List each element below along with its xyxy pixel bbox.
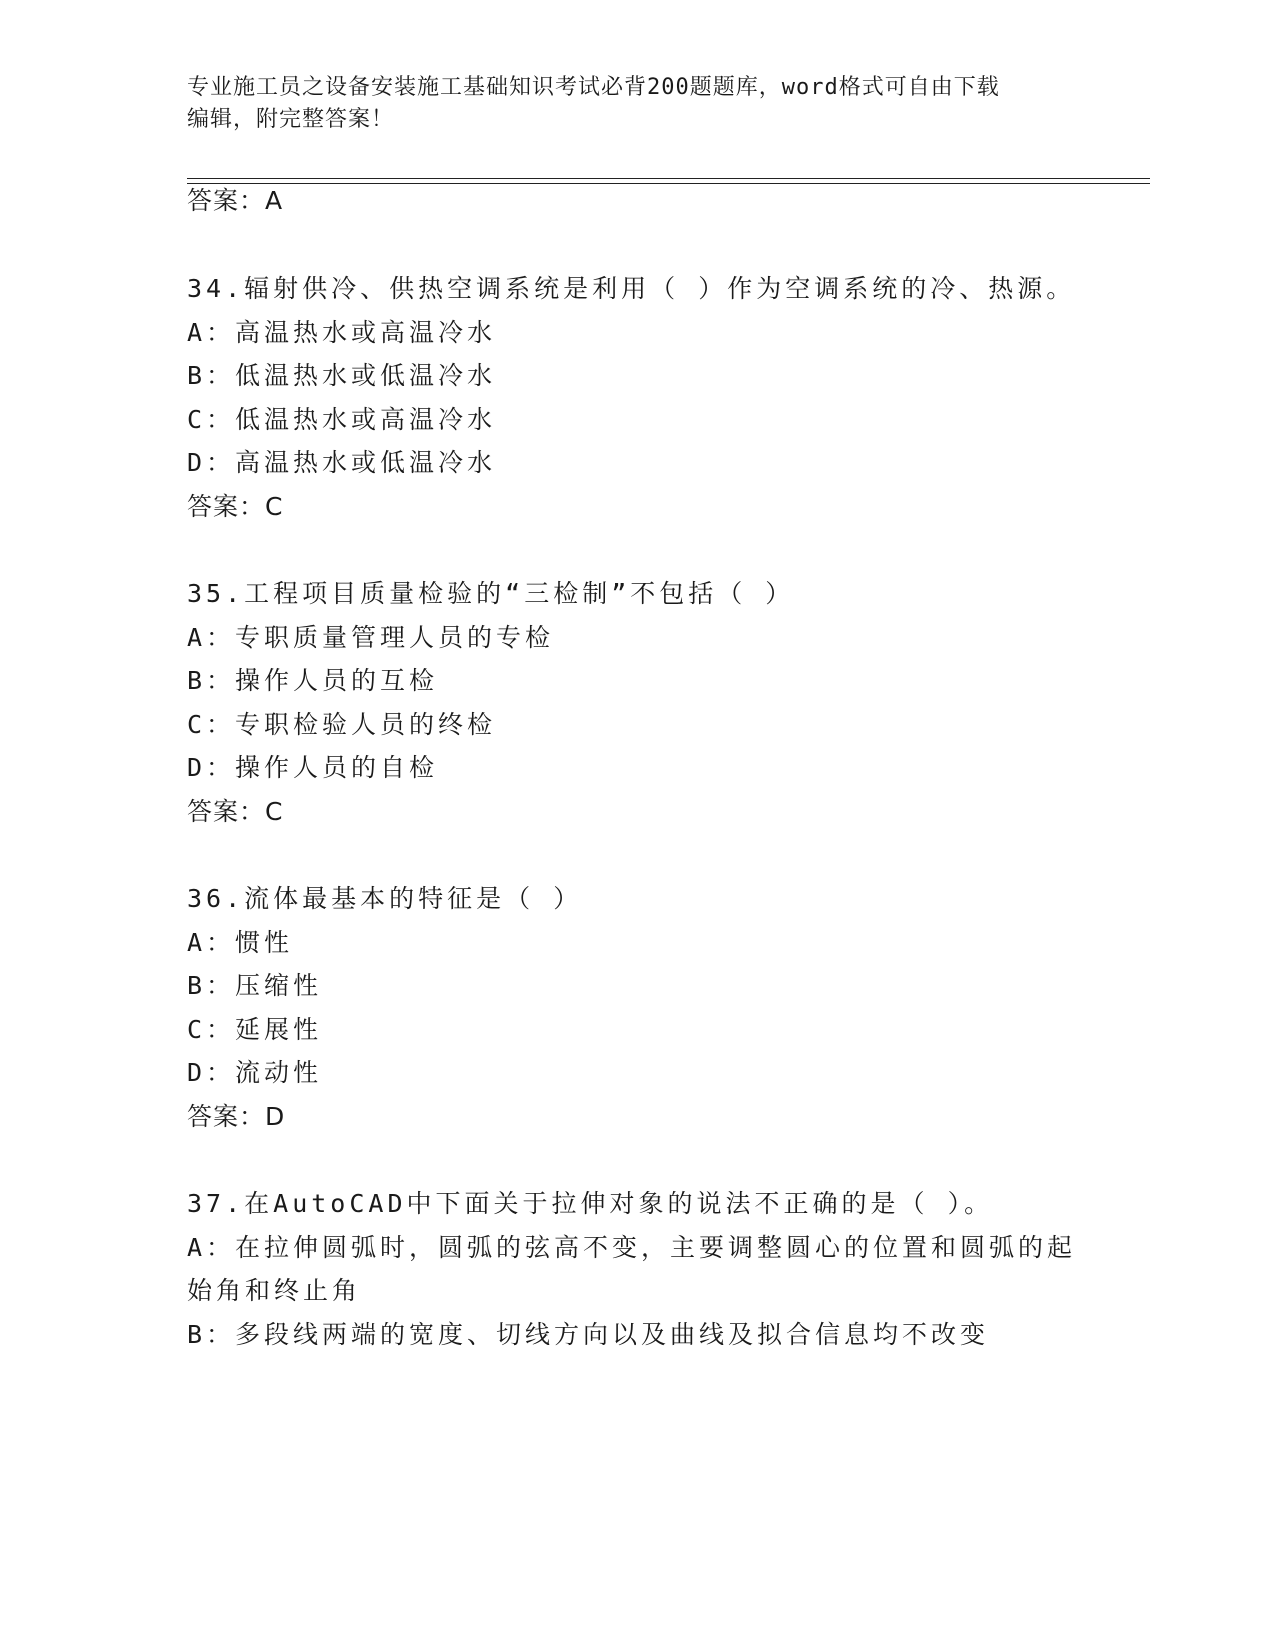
- q34-answer: 答案：C: [187, 492, 284, 521]
- header-line-2: 编辑，附完整答案！: [187, 107, 395, 132]
- question-35: 35.工程项目质量检验的“三检制”不包括（ ）: [187, 579, 795, 608]
- q36-option-a: A：惯性: [187, 928, 294, 957]
- q34-option-d: D：高温热水或低温冷水: [187, 448, 497, 477]
- q35-answer: 答案：C: [187, 797, 284, 826]
- header-rule-bottom: [187, 183, 1150, 184]
- q34-option-b: B：低温热水或低温冷水: [187, 361, 497, 390]
- answer-33: 答案：A: [187, 186, 284, 215]
- question-34: 34.辐射供冷、供热空调系统是利用（ ）作为空调系统的冷、热源。: [187, 274, 1076, 303]
- question-37: 37.在AutoCAD中下面关于拉伸对象的说法不正确的是（ ）。: [187, 1189, 994, 1218]
- q36-option-b: B：压缩性: [187, 971, 323, 1000]
- q35-option-d: D：操作人员的自检: [187, 753, 439, 782]
- q34-option-a: A：高温热水或高温冷水: [187, 318, 497, 347]
- q37-option-a-line-1: A：在拉伸圆弧时，圆弧的弦高不变，主要调整圆心的位置和圆弧的起: [187, 1233, 1077, 1262]
- q36-answer: 答案：D: [187, 1102, 286, 1131]
- q35-option-a: A：专职质量管理人员的专检: [187, 623, 555, 652]
- q36-option-c: C：延展性: [187, 1015, 323, 1044]
- header-line-1: 专业施工员之设备安装施工基础知识考试必背200题题库，word格式可自由下载: [187, 75, 1000, 100]
- q36-option-d: D：流动性: [187, 1058, 323, 1087]
- q35-option-c: C：专职检验人员的终检: [187, 710, 497, 739]
- document-header: [187, 72, 1087, 136]
- header-rule-top: [187, 178, 1150, 179]
- q37-option-a-line-2: 始角和终止角: [187, 1276, 362, 1305]
- q34-option-c: C：低温热水或高温冷水: [187, 405, 497, 434]
- question-36: 36.流体最基本的特征是（ ）: [187, 884, 583, 913]
- q35-option-b: B：操作人员的互检: [187, 666, 439, 695]
- q37-option-b: B：多段线两端的宽度、切线方向以及曲线及拟合信息均不改变: [187, 1320, 990, 1349]
